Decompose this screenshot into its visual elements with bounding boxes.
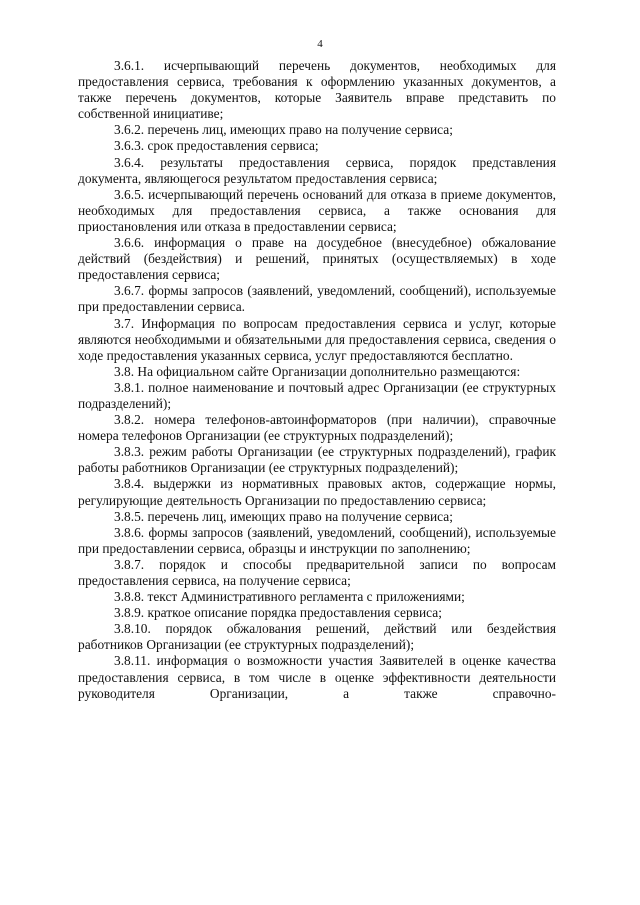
paragraph-3-6-6: 3.6.6. информация о праве на досудебное (внесудебное) обжалование действий (бездействия) и решений, принятых (осуществляемых) в ходе предоставления сервиса; — [78, 235, 556, 283]
paragraph-3-8-9: 3.8.9. краткое описание порядка предоставления сервиса; — [114, 605, 442, 621]
paragraph-3-8-8: 3.8.8. текст Административного регламента с приложениями; — [114, 589, 465, 605]
paragraph-3-6-7: 3.6.7. формы запросов (заявлений, уведомлений, сообщений), используемые при предоставлении сервиса. — [78, 283, 556, 315]
page-number: 4 — [317, 38, 323, 50]
paragraph-3-8: 3.8. На официальном сайте Организации дополнительно размещаются: — [114, 363, 521, 379]
document-body — [78, 58, 556, 702]
paragraph-3-6-4: 3.6.4. результаты предоставления сервиса, порядок представления документа, являющегося результатом предоставления сервиса; — [78, 154, 556, 186]
paragraph-3-8-2: 3.8.2. номера телефонов-автоинформаторов (при наличии), справочные номера телефонов Организации (ее структурных подразделений); — [78, 412, 556, 444]
paragraph-3-8-5: 3.8.5. перечень лиц, имеющих право на получение сервиса; — [114, 508, 453, 524]
paragraph-3-6-3: 3.6.3. срок предоставления сервиса; — [114, 138, 319, 154]
paragraph-3-8-10: 3.8.10. порядок обжалования решений, действий или бездействия работников Организации (ее структурных подразделений); — [78, 621, 556, 653]
paragraph-3-8-7: 3.8.7. порядок и способы предварительной записи по вопросам предоставления сервиса, на получение сервиса; — [78, 556, 556, 588]
paragraph-3-6-2: 3.6.2. перечень лиц, имеющих право на получение сервиса; — [114, 122, 453, 138]
paragraph-3-8-6: 3.8.6. формы запросов (заявлений, уведомлений, сообщений), используемые при предоставлении сервиса, образцы и инструкции по заполнению; — [78, 524, 556, 556]
paragraph-3-8-1: 3.8.1. полное наименование и почтовый адрес Организации (ее структурных подразделений); — [78, 379, 556, 411]
paragraph-3-6-1: 3.6.1. исчерпывающий перечень документов, необходимых для предоставления сервиса, требования к оформлению указанных документов, а также перечень документов, которые Заявитель вправе представить по собственной инициативе; — [78, 58, 556, 122]
paragraph-3-8-3: 3.8.3. режим работы Организации (ее структурных подразделений), график работы работников Организации (ее структурных подразделений); — [78, 444, 556, 476]
paragraph-3-6-5: 3.6.5. исчерпывающий перечень оснований для отказа в приеме документов, необходимых для предоставления сервиса, а также основания для приостановления или отказа в предоставлении сервиса; — [78, 186, 556, 234]
paragraph-3-8-4: 3.8.4. выдержки из нормативных правовых актов, содержащие нормы, регулирующие деятельность Организации по предоставлению сервиса; — [78, 476, 556, 508]
paragraph-3-8-11: 3.8.11. информация о возможности участия Заявителей в оценке качества предоставления сервиса, в том числе в оценке эффективности деятельности руководителя Организации, а также справочно- — [78, 653, 556, 701]
paragraph-3-7: 3.7. Информация по вопросам предоставления сервиса и услуг, которые являются необходимыми и обязательными для предоставления сервиса, сведения о ходе предоставления указанных сервиса, услуг предоставляются бесплатно. — [78, 315, 556, 363]
